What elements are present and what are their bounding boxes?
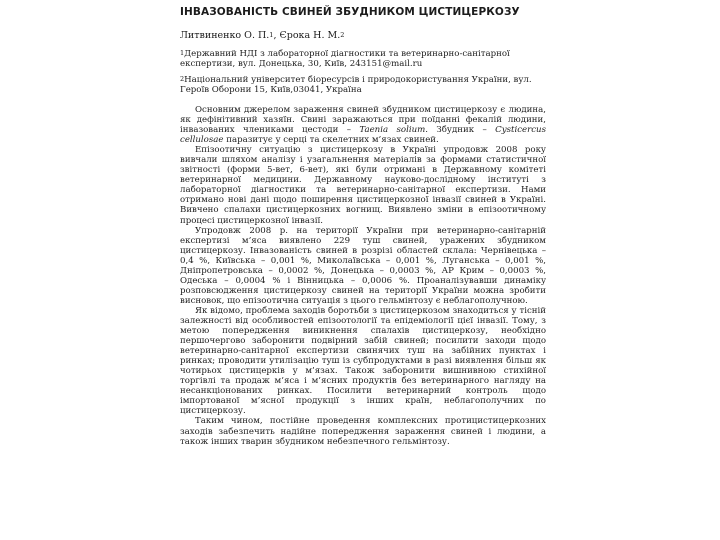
paragraph: Упродовж 2008 р. на території України при ветеринарно-санітарній експертизі м’яса виявлено 229 туш свиней, уражених збудником цистицеркозу. Інвазованість свиней в розрізі областей склала: Чернівецька – 0,4 %, Київська – 0,001 %, Миколаївська – 0,001 %, Луганська – 0,001 %, Дніпропетровська – 0,0002 %, Донецька – 0,0003 %, АР Крим – 0,0003 %, Одеська – 0,0004 % і Вінницька – 0,0006 %. Проаналізувавши динаміку розповсюдження цистицеркозу свиней на території України можна зробити висновок, що епізоотична ситуація з цього гельмінтозу є неблагополучною. (180, 225, 546, 306)
species-name-italic: Taenia solium (359, 125, 426, 136)
affiliation-superscript: 2 (180, 75, 185, 83)
document-title: ІНВАЗОВАНІСТЬ СВИНЕЙ ЗБУДНИКОМ ЦИСТИЦЕРКОЗУ (180, 6, 520, 18)
author-name: Литвиненко О. П. (180, 30, 270, 41)
author-line (180, 30, 546, 42)
author-name: Єрока Н. М. (279, 30, 341, 41)
species-name-italic: Cysticercus cellulosae (180, 125, 546, 146)
paragraph: Епізоотичну ситуацію з цистицеркозу в Україні упродовж 2008 року вивчали шляхом аналізу і узагальнення матеріалів за формами статистичної звітності (форми 5-вет, 6-вет), які були отримані в Державному комітеті ветеринарної медицини. Державному науково-дослідному інституті з лабораторної діагностики та ветеринарно-санітарної експертизи. Нами отримано нові дані щодо поширення цистицеркозної інвазії свиней в Україні. Вивчено спалахи цистицеркозних вогнищ. Виявлено зміни в епізоотичному процесі цистицеркозної інвазії. (180, 145, 546, 226)
paragraph: Таким чином, постійне проведення комплексних протицистицеркозних заходів забезпечить надійне попередження зараження свиней і людини, а також інших тварин збудником небезпечного гельмінтозу. (180, 416, 546, 447)
author-superscript: 1 (269, 31, 274, 39)
body-text (180, 105, 546, 447)
affiliation-superscript: 1 (180, 49, 185, 57)
affiliation-text: Державний НДІ з лабораторної діагностики та ветеринарно-санітарної експертизи, вул. Донецька, 30, Київ, 243151@mail.ru (180, 49, 510, 69)
paragraph-text: паразитує у серці та скелетних м’язах свиней. (223, 135, 439, 146)
author-separator: , (273, 30, 280, 41)
paragraph-text: . Збудник – (425, 125, 496, 136)
affiliation (180, 75, 546, 95)
affiliation-text: Національний університет біоресурсів і природокористування України, вул. Героїв Оборони 15, Київ,03041, Україна (180, 75, 532, 95)
author-superscript: 2 (340, 31, 345, 39)
affiliation (180, 49, 546, 69)
paragraph: Як відомо, проблема заходів боротьби з цистицеркозом знаходиться у тісній залежності від особливостей епізоотології та епідеміології цієї інвазії. Тому, з метою попередження виникнення спалахів цистицеркозу, необхідно першочергово заборонити подвірний забій свиней; посилити заходи щодо ветеринарно-санітарної експертизи свинячих туш на забійних пунктах і ринках; проводити утилізацію туш із субпродуктами в разі виявлення більш як чотирьох цистицерків у м’язах. Також заборонити вишнивною стихійної торгівлі та продаж м’яса і м’ясних продуктів без ветеринарного нагляду на несанкціонованих ринках. Посилити ветеринарний контроль щодо імпортованої м’ясної продукції з інших країн, неблагополучних по цистицеркозу. (180, 305, 546, 417)
document-page (180, 0, 546, 540)
paragraph-text: Основним джерелом зараження свиней збудником цистицеркозу є людина, як дефінітивний хазяїн. Свині заражаються при поїданні фекалій людини, інвазованих члениками цестоди – (180, 105, 546, 136)
paragraph (180, 105, 546, 145)
